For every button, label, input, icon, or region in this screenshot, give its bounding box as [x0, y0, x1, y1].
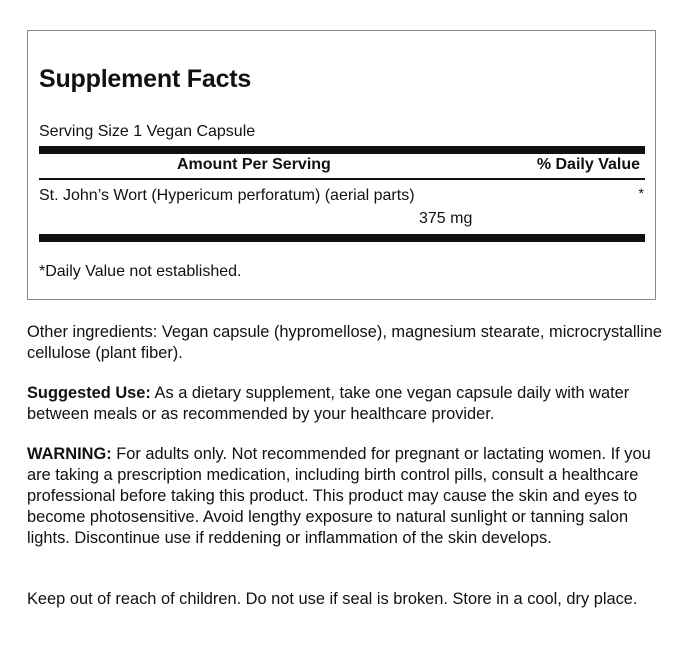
- warning-label: WARNING:: [27, 445, 112, 463]
- facts-title: Supplement Facts: [39, 65, 252, 93]
- storage-note: Keep out of reach of children. Do not use if seal is broken. Store in a cool, dry place.: [27, 590, 638, 608]
- ingredient-daily-value: *: [638, 185, 644, 201]
- suggested-use-text: As a dietary supplement, take one vegan capsule daily with water between meals or as recommended by your healthcare provider.: [27, 384, 630, 423]
- other-ingredients: Other ingredients: Vegan capsule (hypromellose), magnesium stearate, microcrystalline cellulose (plant fiber).: [27, 323, 662, 362]
- ingredient-name: St. John’s Wort (Hypericum perforatum) (aerial parts): [39, 187, 415, 204]
- thick-divider-bottom: [39, 234, 645, 242]
- supplement-facts-panel: [27, 30, 656, 300]
- warning-text: For adults only. Not recommended for pregnant or lactating women. If you are taking a prescription medication, including birth control pills, consult a healthcare professional before taking this product. This product may cause the skin and eyes to become photosensitive. Avoid lengthy exposure to natural sunlight or tanning salon lights. Discontinue use if reddening or inflammation of the skin develops.: [27, 445, 651, 547]
- suggested-use: [27, 383, 667, 425]
- suggested-use-label: Suggested Use:: [27, 384, 151, 402]
- serving-size: Serving Size 1 Vegan Capsule: [39, 123, 256, 140]
- daily-value-footnote: *Daily Value not established.: [39, 263, 242, 280]
- ingredient-amount: 375 mg: [419, 210, 473, 227]
- amount-per-serving-header: Amount Per Serving: [177, 156, 331, 173]
- warning: [27, 444, 667, 549]
- thin-divider: [39, 178, 645, 180]
- daily-value-header: % Daily Value: [536, 156, 640, 173]
- thick-divider-top: [39, 146, 645, 154]
